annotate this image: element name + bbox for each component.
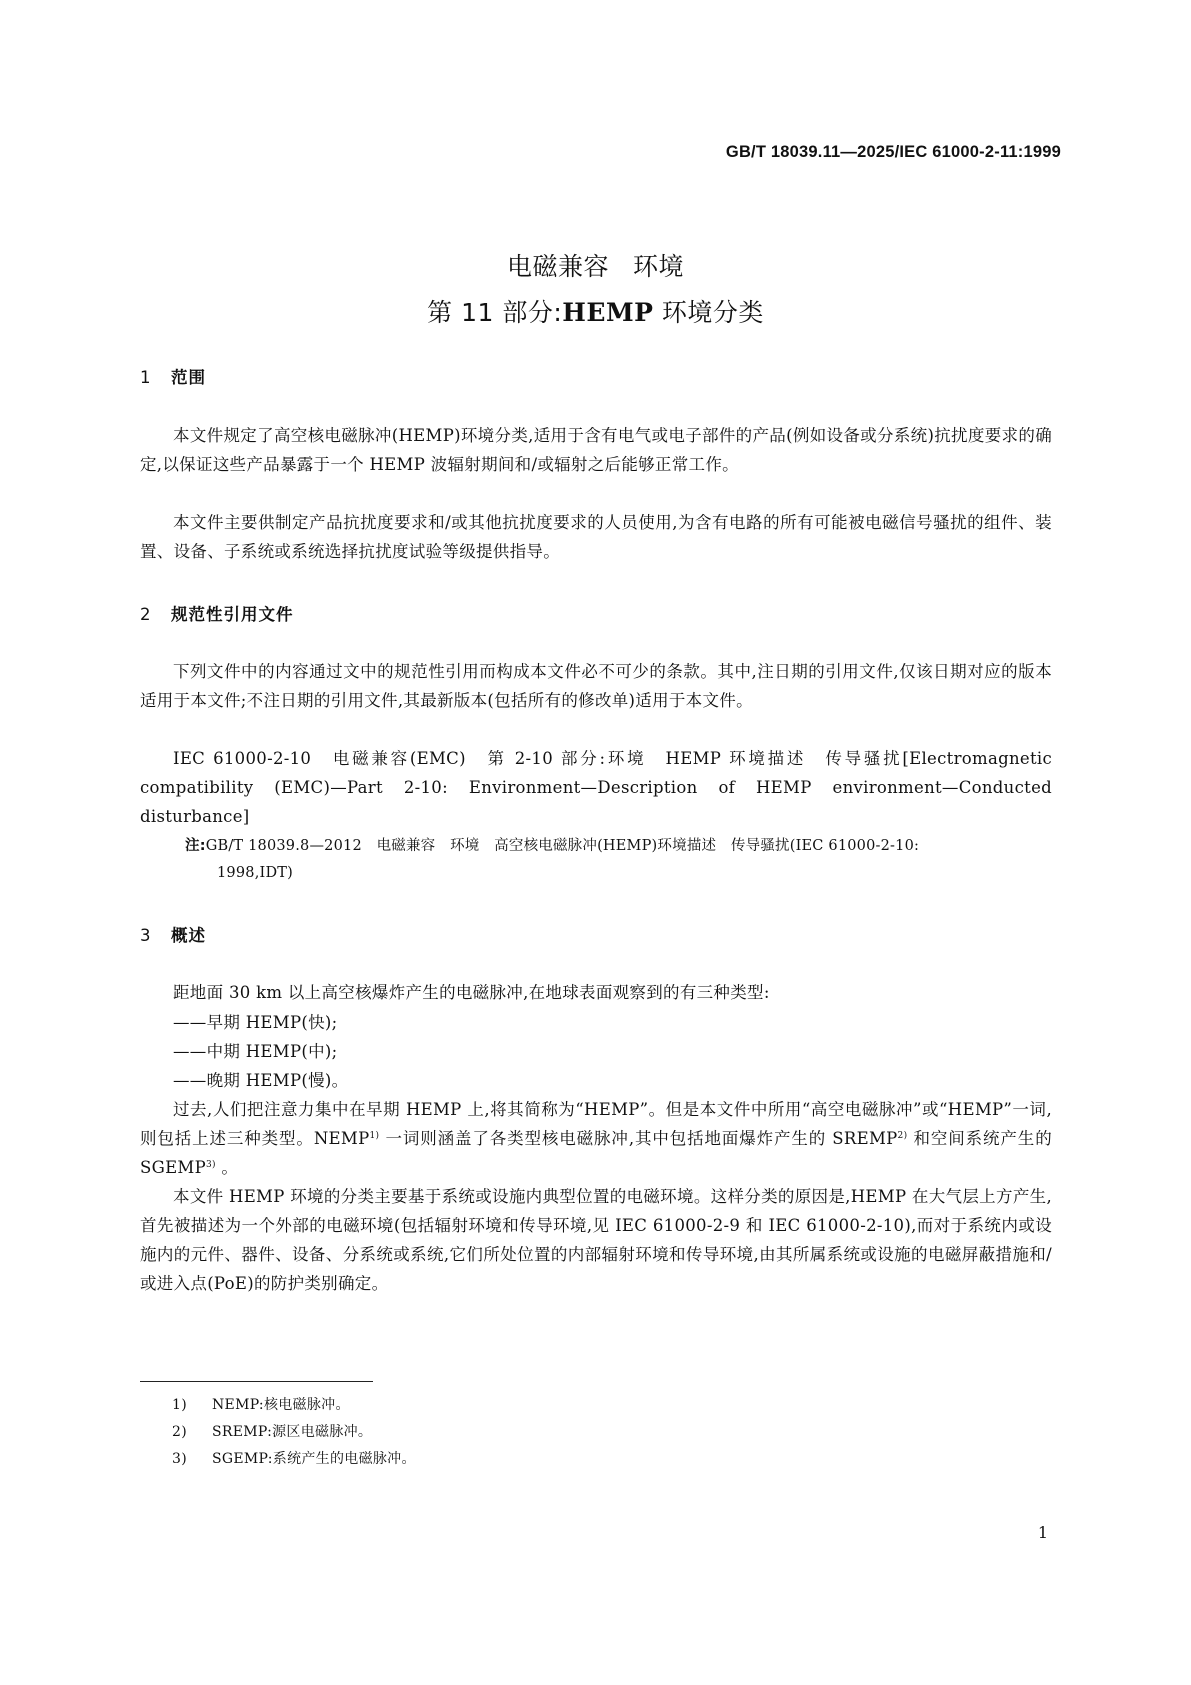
document-title <box>0 244 1191 336</box>
page-number: 1 <box>1037 1523 1048 1542</box>
title-hemp: HEMP <box>562 298 654 327</box>
title-environment: 环境 <box>633 252 685 281</box>
standard-code: GB/T 18039.11—2025/IEC 61000-2-11:1999 <box>725 143 1061 161</box>
section-1-heading <box>140 364 206 388</box>
section-3-paragraph-3: 本文件 HEMP 环境的分类主要基于系统或设施内典型位置的电磁环境。这样分类的原因是,HEMP 在大气层上方产生,首先被描述为一个外部的电磁环境(包括辐射环境和传导环境,见 IEC 61000-2-9 和 IEC 61000-2-10),而对于系统内或设施内的元件、器件、设备、分系统或系统,它们所处位置的内部辐射环境和传导环境,由其所属系统或设施的电磁屏蔽措施和/或进入点(PoE)的防护类别确定。 <box>140 1187 1052 1293</box>
footnote-ref-3: 3) <box>206 1160 216 1170</box>
footnote-text: NEMP:核电磁脉冲。 <box>212 1397 350 1413</box>
footnote-number: 3) <box>172 1451 187 1467</box>
section-2-note <box>185 833 1055 887</box>
section-3-paragraph-2 <box>140 1095 1052 1182</box>
paragraph-text: 过去,人们把注意力集中在早期 HEMP 上,将其简称为“HEMP”。但是本文件中所用“高空电磁脉冲”或“HEMP”一词,则包括上述三种类型。NEMP <box>140 1100 1052 1148</box>
note-label: 注: <box>185 838 206 854</box>
footnote-text: SREMP:源区电磁脉冲。 <box>212 1424 373 1440</box>
title-part-suffix: 环境分类 <box>653 298 764 327</box>
section-1-paragraph-1: 本文件规定了高空核电磁脉冲(HEMP)环境分类,适用于含有电气或电子部件的产品(例如设备或分系统)抗扰度要求的确定,以保证这些产品暴露于一个 HEMP 波辐射期间和/或辐射之后能够正常工作。 <box>140 426 1052 474</box>
footnote-1 <box>172 1395 350 1415</box>
title-main: 电磁兼容 <box>506 252 609 281</box>
section-3-paragraph-1: 距地面 30 km 以上高空核爆炸产生的电磁脉冲,在地球表面观察到的有三种类型: <box>173 983 770 1002</box>
footnote-divider <box>140 1381 373 1382</box>
footnote-text: SGEMP:系统产生的电磁脉冲。 <box>212 1451 416 1467</box>
footnote-ref-2: 2) <box>897 1131 908 1141</box>
section-2-heading <box>140 601 294 625</box>
list-item-early-hemp: ——早期 HEMP(快); <box>173 1013 338 1032</box>
section-number: 1 <box>140 368 152 387</box>
section-2-paragraph-1: 下列文件中的内容通过文中的规范性引用而构成本文件必不可少的条款。其中,注日期的引用文件,仅该日期对应的版本适用于本文件;不注日期的引用文件,其最新版本(包括所有的修改单)适用于本文件。 <box>140 662 1052 710</box>
normative-reference: IEC 61000-2-10 电磁兼容(EMC) 第 2-10 部分:环境 HEMP 环境描述 传导骚扰[Electromagnetic compatibility (EMC)—Part 2-10: Environment—Description of HEMP environment—Conducted disturbance] <box>140 749 1052 826</box>
list-item-intermediate-hemp: ——中期 HEMP(中); <box>173 1042 338 1061</box>
list-item-late-hemp: ——晚期 HEMP(慢)。 <box>173 1071 349 1090</box>
title-line-1 <box>0 244 1191 290</box>
section-title: 规范性引用文件 <box>171 605 294 624</box>
section-title: 范围 <box>171 368 206 387</box>
title-line-2 <box>0 290 1191 336</box>
section-title: 概述 <box>171 926 206 945</box>
title-part-prefix: 第 11 部分: <box>427 298 563 327</box>
footnote-2 <box>172 1422 372 1442</box>
paragraph-text: 和空间系统产生的 SGEMP <box>140 1129 1052 1177</box>
footnote-ref-1: 1) <box>369 1131 380 1141</box>
section-number: 3 <box>140 926 152 945</box>
note-line-2: 1998,IDT) <box>217 865 293 881</box>
paragraph-text: 一词则涵盖了各类型核电磁脉冲,其中包括地面爆炸产生的 SREMP <box>379 1129 898 1148</box>
footnote-3 <box>172 1449 416 1469</box>
note-line-1: GB/T 18039.8—2012 电磁兼容 环境 高空核电磁脉冲(HEMP)环境描述 传导骚扰(IEC 61000-2-10: <box>205 838 920 854</box>
section-3-heading <box>140 922 206 946</box>
footnote-number: 1) <box>172 1397 187 1413</box>
paragraph-text: 。 <box>215 1158 239 1177</box>
footnote-number: 2) <box>172 1424 187 1440</box>
section-1-paragraph-2: 本文件主要供制定产品抗扰度要求和/或其他抗扰度要求的人员使用,为含有电路的所有可能被电磁信号骚扰的组件、装置、设备、子系统或系统选择抗扰度试验等级提供指导。 <box>140 513 1052 561</box>
section-number: 2 <box>140 605 152 624</box>
